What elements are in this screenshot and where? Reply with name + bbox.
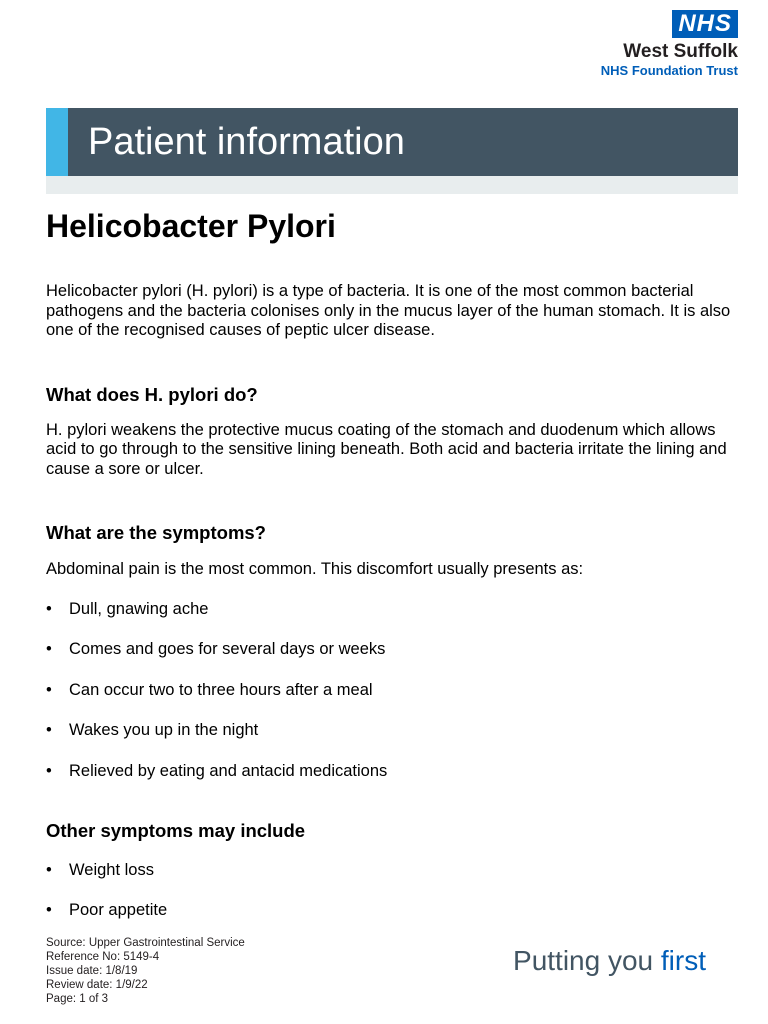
list-item: • Can occur two to three hours after a meal <box>46 680 738 700</box>
banner-accent-bar <box>46 108 68 176</box>
section-heading: What are the symptoms? <box>46 522 266 543</box>
list-item: • Dull, gnawing ache <box>46 599 738 619</box>
trust-subtitle: NHS Foundation Trust <box>600 63 738 78</box>
tagline <box>513 944 706 978</box>
document-body <box>46 200 738 920</box>
list-item: • Comes and goes for several days or weeks <box>46 639 738 659</box>
nhs-logo-mark: NHS <box>672 10 738 38</box>
review-date-line: Review date: 1/9/22 <box>46 979 148 991</box>
banner-divider <box>46 176 738 194</box>
banner-title: Patient information <box>88 121 405 163</box>
list-item: • Weight loss <box>46 860 738 880</box>
section-paragraph: H. pylori weakens the protective mucus coating of the stomach and duodenum which allows acid to go through to the sensitive lining beneath. Both acid and bacteria irritate the lining and cause a sore or ulcer. <box>46 420 727 478</box>
page-number: Page: 1 of 3 <box>46 993 109 1005</box>
document-metadata <box>46 936 245 1006</box>
trust-name: West Suffolk <box>623 41 738 62</box>
symptom-list <box>46 599 738 781</box>
list-item: • Wakes you up in the night <box>46 720 738 740</box>
list-item: • Relieved by eating and antacid medications <box>46 761 738 781</box>
patient-information-banner <box>46 108 738 176</box>
tagline-accent: first <box>660 945 706 976</box>
page-title: Helicobacter Pylori <box>46 208 336 244</box>
nhs-logo <box>601 10 738 78</box>
issue-date-line: Issue date: 1/8/19 <box>46 965 138 977</box>
list-item: • Poor appetite <box>46 900 738 920</box>
other-symptom-list <box>46 860 738 920</box>
intro-paragraph: Helicobacter pylori (H. pylori) is a type of bacteria. It is one of the most common bacterial pathogens and the bacteria colonises only in the mucus layer of the human stomach. It is also one of the recognised causes of peptic ulcer disease. <box>46 282 731 339</box>
section-heading: Other symptoms may include <box>46 819 306 841</box>
section-paragraph: Abdominal pain is the most common. This discomfort usually presents as: <box>46 560 584 578</box>
tagline-main: Putting you <box>513 945 661 976</box>
reference-line: Reference No: 5149-4 <box>46 951 160 963</box>
source-line: Source: Upper Gastrointestinal Service <box>46 937 245 949</box>
section-heading: What does H. pylori do? <box>46 383 258 405</box>
